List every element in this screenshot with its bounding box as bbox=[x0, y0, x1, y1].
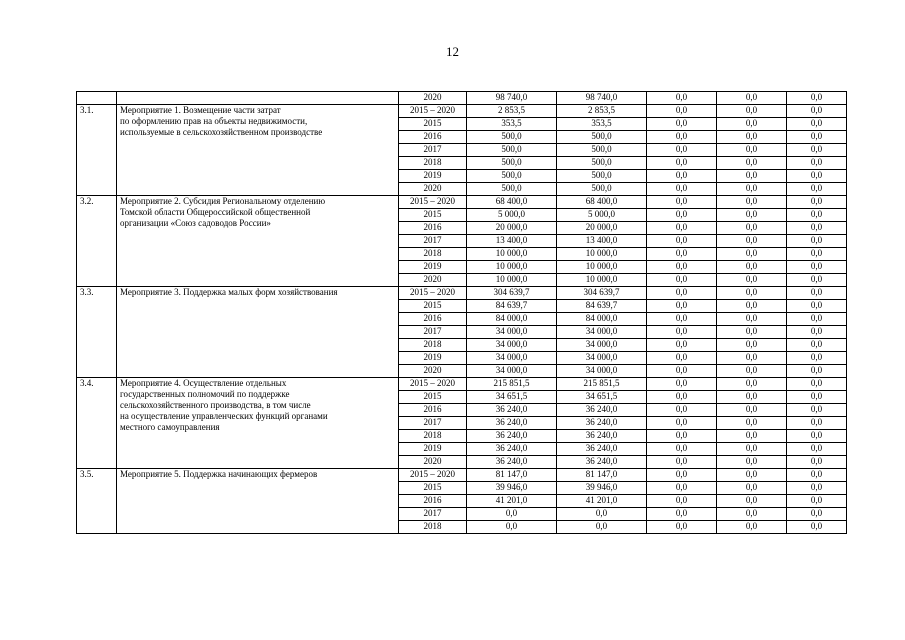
measure-description bbox=[117, 287, 399, 378]
value-cell: 0,0 bbox=[647, 495, 717, 508]
value-cell: 81 147,0 bbox=[557, 469, 647, 482]
value-cell: 0,0 bbox=[647, 521, 717, 534]
year-cell: 2015 – 2020 bbox=[399, 196, 467, 209]
value-cell: 0,0 bbox=[717, 365, 787, 378]
value-cell: 34 651,5 bbox=[467, 391, 557, 404]
value-cell: 0,0 bbox=[647, 118, 717, 131]
value-cell: 0,0 bbox=[787, 118, 847, 131]
value-cell: 0,0 bbox=[717, 157, 787, 170]
value-cell: 0,0 bbox=[787, 157, 847, 170]
value-cell: 0,0 bbox=[787, 430, 847, 443]
year-cell: 2015 – 2020 bbox=[399, 469, 467, 482]
year-cell: 2020 bbox=[399, 365, 467, 378]
value-cell: 0,0 bbox=[787, 300, 847, 313]
value-cell: 0,0 bbox=[787, 274, 847, 287]
value-cell: 0,0 bbox=[717, 326, 787, 339]
value-cell: 500,0 bbox=[557, 170, 647, 183]
value-cell: 0,0 bbox=[467, 508, 557, 521]
value-cell: 0,0 bbox=[647, 508, 717, 521]
value-cell: 500,0 bbox=[467, 144, 557, 157]
description-line: по оформлению прав на объекты недвижимости, bbox=[120, 116, 308, 126]
measure-code: 3.4. bbox=[77, 378, 117, 469]
value-cell: 34 000,0 bbox=[557, 352, 647, 365]
year-cell: 2015 – 2020 bbox=[399, 105, 467, 118]
value-cell: 0,0 bbox=[717, 300, 787, 313]
value-cell: 13 400,0 bbox=[557, 235, 647, 248]
value-cell: 0,0 bbox=[647, 144, 717, 157]
year-cell: 2017 bbox=[399, 417, 467, 430]
value-cell: 0,0 bbox=[717, 118, 787, 131]
year-cell: 2015 – 2020 bbox=[399, 287, 467, 300]
year-cell: 2015 – 2020 bbox=[399, 378, 467, 391]
value-cell: 0,0 bbox=[717, 430, 787, 443]
value-cell: 0,0 bbox=[717, 274, 787, 287]
value-cell: 36 240,0 bbox=[467, 443, 557, 456]
value-cell: 0,0 bbox=[717, 404, 787, 417]
value-cell: 34 000,0 bbox=[467, 326, 557, 339]
value-cell: 0,0 bbox=[787, 404, 847, 417]
value-cell: 0,0 bbox=[717, 443, 787, 456]
value-cell: 0,0 bbox=[717, 482, 787, 495]
value-cell: 0,0 bbox=[787, 352, 847, 365]
value-cell: 0,0 bbox=[787, 92, 847, 105]
value-cell: 0,0 bbox=[647, 131, 717, 144]
value-cell: 0,0 bbox=[647, 352, 717, 365]
value-cell: 500,0 bbox=[467, 170, 557, 183]
description-line: организации «Союз садоводов России» bbox=[120, 218, 271, 228]
value-cell: 20 000,0 bbox=[557, 222, 647, 235]
value-cell: 34 000,0 bbox=[557, 339, 647, 352]
value-cell: 0,0 bbox=[787, 144, 847, 157]
year-cell: 2018 bbox=[399, 157, 467, 170]
value-cell: 0,0 bbox=[647, 183, 717, 196]
table-row bbox=[77, 378, 847, 391]
description-cell bbox=[117, 92, 399, 105]
value-cell: 0,0 bbox=[787, 105, 847, 118]
value-cell: 68 400,0 bbox=[557, 196, 647, 209]
value-cell: 353,5 bbox=[557, 118, 647, 131]
value-cell: 0,0 bbox=[647, 261, 717, 274]
year-cell: 2016 bbox=[399, 313, 467, 326]
year-cell: 2016 bbox=[399, 404, 467, 417]
value-cell: 34 000,0 bbox=[557, 326, 647, 339]
value-cell: 10 000,0 bbox=[557, 248, 647, 261]
measure-code: 3.1. bbox=[77, 105, 117, 196]
value-cell: 36 240,0 bbox=[467, 456, 557, 469]
value-cell: 36 240,0 bbox=[467, 417, 557, 430]
value-cell: 36 240,0 bbox=[557, 443, 647, 456]
description-line: государственных полномочий по поддержке bbox=[120, 389, 290, 399]
value-cell: 0,0 bbox=[717, 495, 787, 508]
year-cell: 2020 bbox=[399, 274, 467, 287]
description-line: Мероприятие 4. Осуществление отдельных bbox=[120, 378, 287, 388]
year-cell: 2019 bbox=[399, 443, 467, 456]
measure-description bbox=[117, 378, 399, 469]
value-cell: 5 000,0 bbox=[557, 209, 647, 222]
value-cell: 0,0 bbox=[717, 170, 787, 183]
value-cell: 20 000,0 bbox=[467, 222, 557, 235]
value-cell: 0,0 bbox=[787, 417, 847, 430]
year-cell: 2015 bbox=[399, 391, 467, 404]
measure-description bbox=[117, 196, 399, 287]
value-cell: 0,0 bbox=[647, 235, 717, 248]
value-cell: 36 240,0 bbox=[467, 430, 557, 443]
value-cell: 0,0 bbox=[717, 521, 787, 534]
value-cell: 0,0 bbox=[717, 131, 787, 144]
value-cell: 0,0 bbox=[717, 417, 787, 430]
value-cell: 0,0 bbox=[717, 508, 787, 521]
value-cell: 0,0 bbox=[647, 222, 717, 235]
value-cell: 81 147,0 bbox=[467, 469, 557, 482]
year-cell: 2019 bbox=[399, 352, 467, 365]
year-cell: 2015 bbox=[399, 209, 467, 222]
value-cell: 2 853,5 bbox=[557, 105, 647, 118]
value-cell: 10 000,0 bbox=[557, 261, 647, 274]
value-cell: 215 851,5 bbox=[467, 378, 557, 391]
value-cell: 0,0 bbox=[787, 378, 847, 391]
value-cell: 0,0 bbox=[787, 339, 847, 352]
value-cell: 0,0 bbox=[647, 157, 717, 170]
year-cell: 2016 bbox=[399, 495, 467, 508]
year-cell: 2015 bbox=[399, 482, 467, 495]
description-line: местного самоуправления bbox=[120, 422, 220, 432]
measure-description bbox=[117, 469, 399, 534]
value-cell: 0,0 bbox=[647, 300, 717, 313]
value-cell: 0,0 bbox=[717, 313, 787, 326]
year-cell: 2020 bbox=[399, 92, 467, 105]
measure-code: 3.5. bbox=[77, 469, 117, 534]
value-cell: 0,0 bbox=[647, 456, 717, 469]
year-cell: 2017 bbox=[399, 235, 467, 248]
value-cell: 84 639,7 bbox=[467, 300, 557, 313]
value-cell: 0,0 bbox=[647, 170, 717, 183]
value-cell: 0,0 bbox=[717, 235, 787, 248]
value-cell: 13 400,0 bbox=[467, 235, 557, 248]
value-cell: 0,0 bbox=[647, 248, 717, 261]
measure-description bbox=[117, 105, 399, 196]
value-cell: 84 639,7 bbox=[557, 300, 647, 313]
value-cell: 0,0 bbox=[647, 287, 717, 300]
value-cell: 0,0 bbox=[647, 92, 717, 105]
value-cell: 68 400,0 bbox=[467, 196, 557, 209]
year-cell: 2016 bbox=[399, 131, 467, 144]
description-line: Мероприятие 3. Поддержка малых форм хозяйствования bbox=[120, 287, 338, 297]
value-cell: 0,0 bbox=[787, 508, 847, 521]
description-line: Мероприятие 2. Субсидия Региональному отделению bbox=[120, 196, 326, 206]
value-cell: 0,0 bbox=[787, 222, 847, 235]
value-cell: 0,0 bbox=[647, 378, 717, 391]
value-cell: 0,0 bbox=[787, 443, 847, 456]
value-cell: 0,0 bbox=[787, 313, 847, 326]
value-cell: 0,0 bbox=[787, 209, 847, 222]
value-cell: 0,0 bbox=[647, 365, 717, 378]
value-cell: 500,0 bbox=[467, 183, 557, 196]
year-cell: 2018 bbox=[399, 248, 467, 261]
value-cell: 84 000,0 bbox=[557, 313, 647, 326]
value-cell: 36 240,0 bbox=[467, 404, 557, 417]
value-cell: 34 651,5 bbox=[557, 391, 647, 404]
year-cell: 2019 bbox=[399, 170, 467, 183]
value-cell: 500,0 bbox=[557, 157, 647, 170]
measure-code: 3.2. bbox=[77, 196, 117, 287]
description-line: сельскохозяйственного производства, в том числе bbox=[120, 400, 311, 410]
table-row bbox=[77, 196, 847, 209]
year-cell: 2020 bbox=[399, 183, 467, 196]
table-row bbox=[77, 287, 847, 300]
value-cell: 0,0 bbox=[557, 521, 647, 534]
value-cell: 36 240,0 bbox=[557, 456, 647, 469]
value-cell: 0,0 bbox=[717, 352, 787, 365]
description-line: Томской области Общероссийской общественной bbox=[120, 207, 311, 217]
year-cell: 2017 bbox=[399, 508, 467, 521]
value-cell: 0,0 bbox=[717, 378, 787, 391]
value-cell: 36 240,0 bbox=[557, 417, 647, 430]
value-cell: 41 201,0 bbox=[467, 495, 557, 508]
value-cell: 0,0 bbox=[787, 235, 847, 248]
year-cell: 2020 bbox=[399, 456, 467, 469]
value-cell: 34 000,0 bbox=[557, 365, 647, 378]
year-cell: 2015 bbox=[399, 300, 467, 313]
value-cell: 0,0 bbox=[717, 222, 787, 235]
value-cell: 0,0 bbox=[787, 365, 847, 378]
table-row bbox=[77, 105, 847, 118]
value-cell: 0,0 bbox=[787, 196, 847, 209]
value-cell: 10 000,0 bbox=[467, 274, 557, 287]
value-cell: 0,0 bbox=[787, 170, 847, 183]
value-cell: 0,0 bbox=[647, 209, 717, 222]
value-cell: 34 000,0 bbox=[467, 339, 557, 352]
value-cell: 84 000,0 bbox=[467, 313, 557, 326]
value-cell: 0,0 bbox=[647, 391, 717, 404]
table-row bbox=[77, 469, 847, 482]
value-cell: 304 639,7 bbox=[557, 287, 647, 300]
year-cell: 2017 bbox=[399, 326, 467, 339]
value-cell: 0,0 bbox=[717, 183, 787, 196]
year-cell: 2018 bbox=[399, 339, 467, 352]
value-cell: 41 201,0 bbox=[557, 495, 647, 508]
value-cell: 39 946,0 bbox=[467, 482, 557, 495]
value-cell: 0,0 bbox=[787, 495, 847, 508]
value-cell: 5 000,0 bbox=[467, 209, 557, 222]
value-cell: 0,0 bbox=[647, 469, 717, 482]
code-cell bbox=[77, 92, 117, 105]
value-cell: 0,0 bbox=[787, 326, 847, 339]
value-cell: 500,0 bbox=[467, 131, 557, 144]
value-cell: 0,0 bbox=[647, 326, 717, 339]
value-cell: 36 240,0 bbox=[557, 404, 647, 417]
value-cell: 39 946,0 bbox=[557, 482, 647, 495]
value-cell: 0,0 bbox=[717, 287, 787, 300]
value-cell: 0,0 bbox=[787, 521, 847, 534]
value-cell: 0,0 bbox=[647, 430, 717, 443]
value-cell: 10 000,0 bbox=[467, 248, 557, 261]
year-cell: 2017 bbox=[399, 144, 467, 157]
value-cell: 0,0 bbox=[647, 313, 717, 326]
value-cell: 353,5 bbox=[467, 118, 557, 131]
value-cell: 98 740,0 bbox=[557, 92, 647, 105]
value-cell: 0,0 bbox=[647, 274, 717, 287]
table-body bbox=[77, 92, 847, 534]
description-line: Мероприятие 1. Возмещение части затрат bbox=[120, 105, 281, 115]
value-cell: 0,0 bbox=[647, 339, 717, 352]
value-cell: 0,0 bbox=[647, 417, 717, 430]
value-cell: 0,0 bbox=[647, 404, 717, 417]
value-cell: 0,0 bbox=[467, 521, 557, 534]
description-line: Мероприятие 5. Поддержка начинающих фермеров bbox=[120, 469, 318, 479]
value-cell: 0,0 bbox=[787, 391, 847, 404]
value-cell: 304 639,7 bbox=[467, 287, 557, 300]
value-cell: 0,0 bbox=[647, 482, 717, 495]
value-cell: 0,0 bbox=[717, 469, 787, 482]
value-cell: 500,0 bbox=[557, 144, 647, 157]
budget-table bbox=[76, 91, 847, 534]
value-cell: 0,0 bbox=[717, 209, 787, 222]
value-cell: 0,0 bbox=[647, 196, 717, 209]
value-cell: 0,0 bbox=[787, 131, 847, 144]
year-cell: 2018 bbox=[399, 430, 467, 443]
value-cell: 0,0 bbox=[787, 482, 847, 495]
value-cell: 0,0 bbox=[787, 261, 847, 274]
value-cell: 0,0 bbox=[717, 105, 787, 118]
value-cell: 0,0 bbox=[717, 391, 787, 404]
value-cell: 500,0 bbox=[557, 183, 647, 196]
value-cell: 0,0 bbox=[787, 456, 847, 469]
value-cell: 0,0 bbox=[787, 183, 847, 196]
year-cell: 2018 bbox=[399, 521, 467, 534]
year-cell: 2015 bbox=[399, 118, 467, 131]
value-cell: 0,0 bbox=[557, 508, 647, 521]
value-cell: 34 000,0 bbox=[467, 365, 557, 378]
year-cell: 2019 bbox=[399, 261, 467, 274]
value-cell: 215 851,5 bbox=[557, 378, 647, 391]
value-cell: 0,0 bbox=[717, 248, 787, 261]
value-cell: 0,0 bbox=[717, 92, 787, 105]
value-cell: 2 853,5 bbox=[467, 105, 557, 118]
value-cell: 0,0 bbox=[787, 248, 847, 261]
value-cell: 98 740,0 bbox=[467, 92, 557, 105]
page-number: 12 bbox=[446, 44, 459, 59]
table-row bbox=[77, 92, 847, 105]
value-cell: 0,0 bbox=[717, 144, 787, 157]
value-cell: 0,0 bbox=[787, 469, 847, 482]
value-cell: 0,0 bbox=[717, 196, 787, 209]
year-cell: 2016 bbox=[399, 222, 467, 235]
value-cell: 0,0 bbox=[717, 261, 787, 274]
value-cell: 36 240,0 bbox=[557, 430, 647, 443]
value-cell: 0,0 bbox=[717, 456, 787, 469]
description-line: используемые в сельскохозяйственном производстве bbox=[120, 127, 323, 137]
value-cell: 0,0 bbox=[647, 443, 717, 456]
value-cell: 34 000,0 bbox=[467, 352, 557, 365]
value-cell: 0,0 bbox=[717, 339, 787, 352]
value-cell: 10 000,0 bbox=[557, 274, 647, 287]
description-line: на осуществление управленческих функций органами bbox=[120, 411, 328, 421]
value-cell: 500,0 bbox=[557, 131, 647, 144]
value-cell: 0,0 bbox=[787, 287, 847, 300]
value-cell: 10 000,0 bbox=[467, 261, 557, 274]
measure-code: 3.3. bbox=[77, 287, 117, 378]
value-cell: 500,0 bbox=[467, 157, 557, 170]
value-cell: 0,0 bbox=[647, 105, 717, 118]
